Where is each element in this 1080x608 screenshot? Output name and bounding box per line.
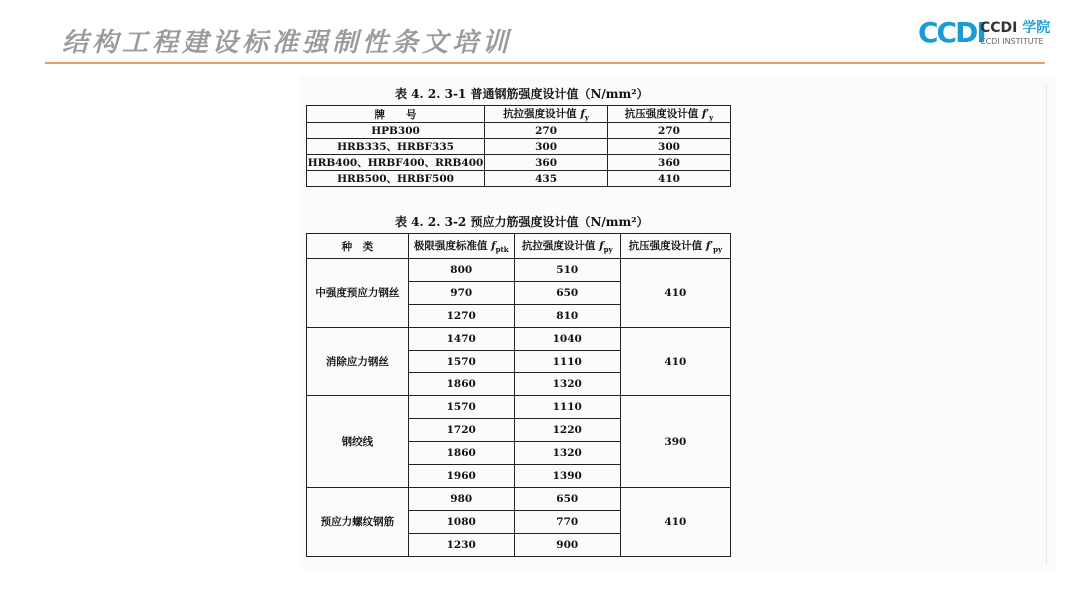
col-type: 种 类: [307, 234, 409, 259]
table-cell-grade: HRB335、HRBF335: [307, 139, 485, 155]
table-cell-std: 980: [408, 487, 514, 510]
page-title: 结构工程建设标准强制性条文培训: [62, 28, 513, 58]
logo-mark: CCDI: [918, 16, 985, 49]
table-cell-std: 1270: [408, 304, 514, 327]
table-cell-compression: 410: [620, 327, 730, 396]
table-cell-std: 970: [408, 281, 514, 304]
table-cell-tension: 300: [485, 139, 608, 155]
table-cell-type: 预应力螺纹钢筋: [307, 487, 409, 556]
table-cell-tension: 1390: [514, 465, 620, 488]
scan-edge: [1046, 85, 1047, 565]
table-cell-std: 1860: [408, 373, 514, 396]
rebar-strength-table: [306, 105, 731, 187]
table-cell-grade: HPB300: [307, 123, 485, 139]
table-cell-compression: 270: [608, 123, 731, 139]
table-cell-tension: 650: [514, 487, 620, 510]
prestress-strength-table: [306, 233, 731, 557]
table-cell-tension: 435: [485, 171, 608, 187]
col-grade: 牌 号: [307, 106, 485, 123]
table-cell-compression: 360: [608, 155, 731, 171]
table-cell-tension: 270: [485, 123, 608, 139]
col-tension: 抗拉强度设计值 $f_{py}$: [514, 234, 620, 259]
table-row: [307, 259, 731, 282]
table-row: [307, 487, 731, 510]
table-row: [307, 123, 731, 139]
col-compression: 抗压强度设计值 $f'_{py}$: [620, 234, 730, 259]
table-cell-std: 1960: [408, 465, 514, 488]
table-cell-type: 中强度预应力钢丝: [307, 259, 409, 328]
table-cell-std: 1470: [408, 327, 514, 350]
table-row: [307, 396, 731, 419]
table-cell-tension: 1040: [514, 327, 620, 350]
table-cell-tension: 1220: [514, 419, 620, 442]
logo-subtitle: CCDI INSTITUTE: [980, 37, 1044, 46]
table-header-row: [307, 106, 731, 123]
table-cell-std: 1080: [408, 510, 514, 533]
col-tension: 抗拉强度设计值 $f_y$: [485, 106, 608, 123]
table-cell-tension: 1110: [514, 350, 620, 373]
col-compression: 抗压强度设计值 $f'_y$: [608, 106, 731, 123]
table-cell-std: 1860: [408, 442, 514, 465]
table-cell-compression: 410: [620, 487, 730, 556]
table-cell-std: 1720: [408, 419, 514, 442]
table-cell-tension: 770: [514, 510, 620, 533]
logo-name: CCDI 学院: [980, 20, 1051, 36]
table1-caption: 表 4. 2. 3-1 普通钢筋强度设计值（N/mm²）: [395, 87, 649, 101]
table-cell-compression: 390: [620, 396, 730, 488]
table-row: [307, 327, 731, 350]
table-cell-compression: 410: [620, 259, 730, 328]
header-divider: [45, 62, 1045, 64]
table-cell-compression: 300: [608, 139, 731, 155]
table-cell-grade: HRB500、HRBF500: [307, 171, 485, 187]
table-cell-tension: 1110: [514, 396, 620, 419]
table-cell-std: 800: [408, 259, 514, 282]
table-cell-compression: 410: [608, 171, 731, 187]
table-row: [307, 171, 731, 187]
table-cell-tension: 1320: [514, 442, 620, 465]
table-cell-std: 1230: [408, 533, 514, 556]
table-cell-tension: 650: [514, 281, 620, 304]
table-cell-type: 钢绞线: [307, 396, 409, 488]
table-cell-std: 1570: [408, 396, 514, 419]
table-header-row: [307, 234, 731, 259]
table-cell-tension: 900: [514, 533, 620, 556]
scanned-document: [300, 75, 1055, 570]
table-cell-tension: 510: [514, 259, 620, 282]
table-row: [307, 155, 731, 171]
table-cell-type: 消除应力钢丝: [307, 327, 409, 396]
ccdi-logo: [918, 16, 1058, 50]
table-row: [307, 139, 731, 155]
table-cell-tension: 1320: [514, 373, 620, 396]
table2-caption: 表 4. 2. 3-2 预应力筋强度设计值（N/mm²）: [395, 215, 649, 229]
table-cell-tension: 810: [514, 304, 620, 327]
table-cell-grade: HRB400、HRBF400、RRB400: [307, 155, 485, 171]
col-std: 极限强度标准值 $f_{ptk}$: [408, 234, 514, 259]
table-cell-std: 1570: [408, 350, 514, 373]
table-cell-tension: 360: [485, 155, 608, 171]
